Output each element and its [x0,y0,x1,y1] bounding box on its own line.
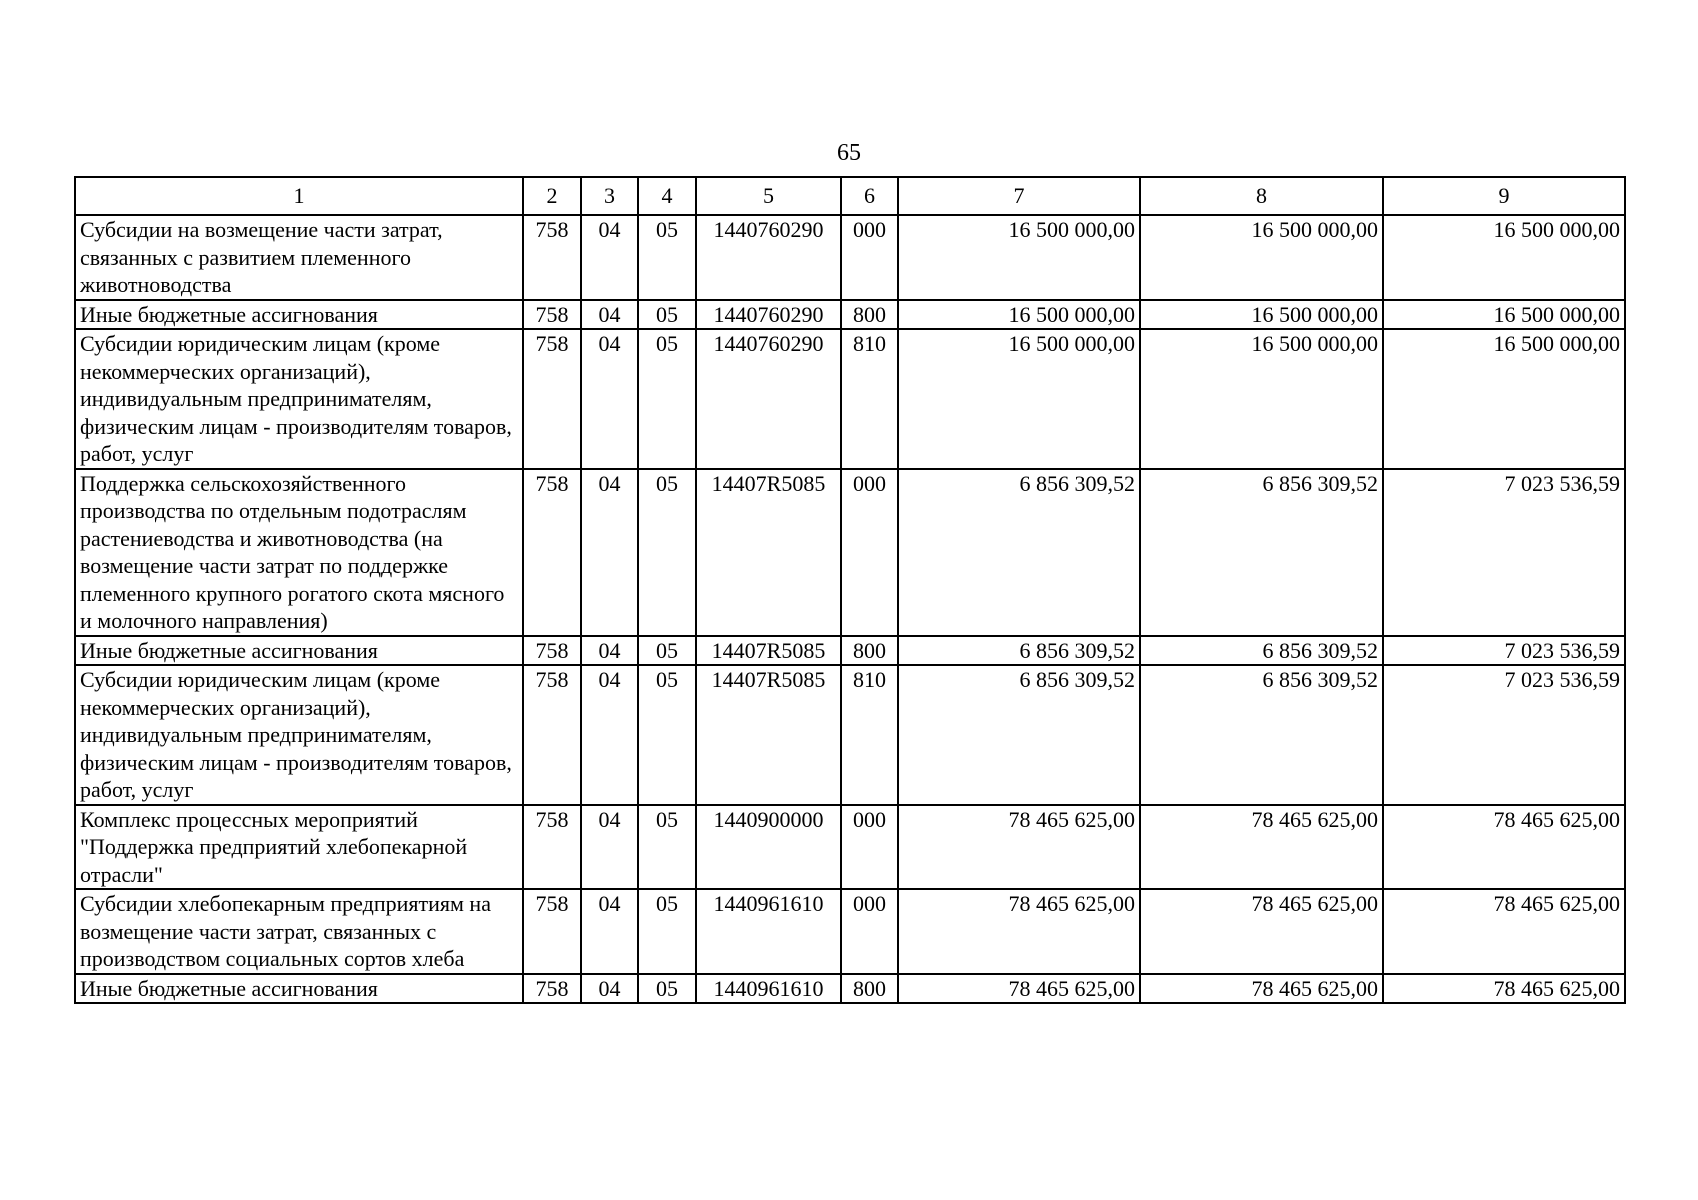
page-number: 65 [837,140,861,166]
amount-col7-cell: 6 856 309,52 [898,665,1140,805]
admin-code-cell: 758 [523,329,581,469]
amount-col8-cell: 16 500 000,00 [1140,215,1383,300]
subsection-code-cell: 05 [638,300,696,330]
admin-code-cell: 758 [523,215,581,300]
table-row [75,329,1625,469]
column-header: 7 [898,177,1140,215]
admin-code-cell: 758 [523,300,581,330]
amount-col9-cell: 78 465 625,00 [1383,889,1625,974]
admin-code-cell: 758 [523,974,581,1004]
column-header: 2 [523,177,581,215]
amount-col7-cell: 16 500 000,00 [898,329,1140,469]
target-article-cell: 1440900000 [696,805,841,890]
subsection-code-cell: 05 [638,329,696,469]
column-header: 1 [75,177,523,215]
amount-col9-cell: 16 500 000,00 [1383,215,1625,300]
amount-col7-cell: 78 465 625,00 [898,805,1140,890]
row-name-cell: Субсидии юридическим лицам (кроме некоммерческих организаций), индивидуальным предпринимателям, физическим лицам - производителям товаров, работ, услуг [75,329,523,469]
target-article-cell: 14407R5085 [696,469,841,636]
row-name-cell: Субсидии на возмещение части затрат, связанных с развитием племенного животноводства [75,215,523,300]
target-article-cell: 1440961610 [696,974,841,1004]
amount-col8-cell: 78 465 625,00 [1140,805,1383,890]
subsection-code-cell: 05 [638,636,696,666]
subsection-code-cell: 05 [638,805,696,890]
amount-col9-cell: 7 023 536,59 [1383,665,1625,805]
section-code-cell: 04 [581,215,638,300]
subsection-code-cell: 05 [638,665,696,805]
row-name-cell: Иные бюджетные ассигнования [75,300,523,330]
target-article-cell: 1440760290 [696,215,841,300]
section-code-cell: 04 [581,329,638,469]
expense-type-cell: 000 [841,805,898,890]
section-code-cell: 04 [581,636,638,666]
table-row [75,889,1625,974]
table-row [75,636,1625,666]
expense-type-cell: 000 [841,889,898,974]
subsection-code-cell: 05 [638,469,696,636]
amount-col9-cell: 7 023 536,59 [1383,636,1625,666]
row-name-cell: Иные бюджетные ассигнования [75,636,523,666]
header-row [75,177,1625,215]
target-article-cell: 14407R5085 [696,665,841,805]
column-header: 8 [1140,177,1383,215]
row-name-cell: Субсидии хлебопекарным предприятиям на возмещение части затрат, связанных с производством социальных сортов хлеба [75,889,523,974]
amount-col7-cell: 78 465 625,00 [898,974,1140,1004]
target-article-cell: 14407R5085 [696,636,841,666]
amount-col8-cell: 16 500 000,00 [1140,300,1383,330]
amount-col9-cell: 78 465 625,00 [1383,974,1625,1004]
expense-type-cell: 810 [841,329,898,469]
subsection-code-cell: 05 [638,215,696,300]
amount-col9-cell: 16 500 000,00 [1383,329,1625,469]
expense-type-cell: 800 [841,636,898,666]
amount-col9-cell: 16 500 000,00 [1383,300,1625,330]
amount-col7-cell: 6 856 309,52 [898,469,1140,636]
amount-col7-cell: 78 465 625,00 [898,889,1140,974]
expense-type-cell: 000 [841,469,898,636]
table-row [75,805,1625,890]
amount-col7-cell: 16 500 000,00 [898,215,1140,300]
target-article-cell: 1440961610 [696,889,841,974]
section-code-cell: 04 [581,974,638,1004]
admin-code-cell: 758 [523,889,581,974]
amount-col9-cell: 78 465 625,00 [1383,805,1625,890]
row-name-cell: Субсидии юридическим лицам (кроме некоммерческих организаций), индивидуальным предпринимателям, физическим лицам - производителям товаров, работ, услуг [75,665,523,805]
amount-col7-cell: 16 500 000,00 [898,300,1140,330]
row-name-cell: Иные бюджетные ассигнования [75,974,523,1004]
expense-type-cell: 810 [841,665,898,805]
column-header: 9 [1383,177,1625,215]
amount-col9-cell: 7 023 536,59 [1383,469,1625,636]
column-header: 3 [581,177,638,215]
budget-table [74,176,1626,1004]
section-code-cell: 04 [581,469,638,636]
table-row [75,300,1625,330]
target-article-cell: 1440760290 [696,300,841,330]
amount-col8-cell: 78 465 625,00 [1140,974,1383,1004]
expense-type-cell: 800 [841,300,898,330]
amount-col7-cell: 6 856 309,52 [898,636,1140,666]
table-body [75,215,1625,1003]
admin-code-cell: 758 [523,805,581,890]
section-code-cell: 04 [581,300,638,330]
admin-code-cell: 758 [523,469,581,636]
admin-code-cell: 758 [523,665,581,805]
section-code-cell: 04 [581,805,638,890]
expense-type-cell: 000 [841,215,898,300]
column-header: 4 [638,177,696,215]
amount-col8-cell: 6 856 309,52 [1140,665,1383,805]
table-row [75,469,1625,636]
target-article-cell: 1440760290 [696,329,841,469]
subsection-code-cell: 05 [638,889,696,974]
amount-col8-cell: 16 500 000,00 [1140,329,1383,469]
row-name-cell: Поддержка сельскохозяйственного производства по отдельным подотраслям растениеводства и животноводства (на возмещение части затрат по поддержке племенного крупного рогатого скота мясного и молочного направления) [75,469,523,636]
table-row [75,215,1625,300]
row-name-cell: Комплекс процессных мероприятий "Поддержка предприятий хлебопекарной отрасли" [75,805,523,890]
table-row [75,665,1625,805]
column-header: 5 [696,177,841,215]
amount-col8-cell: 78 465 625,00 [1140,889,1383,974]
subsection-code-cell: 05 [638,974,696,1004]
section-code-cell: 04 [581,889,638,974]
amount-col8-cell: 6 856 309,52 [1140,469,1383,636]
table-row [75,974,1625,1004]
amount-col8-cell: 6 856 309,52 [1140,636,1383,666]
admin-code-cell: 758 [523,636,581,666]
section-code-cell: 04 [581,665,638,805]
expense-type-cell: 800 [841,974,898,1004]
column-header: 6 [841,177,898,215]
